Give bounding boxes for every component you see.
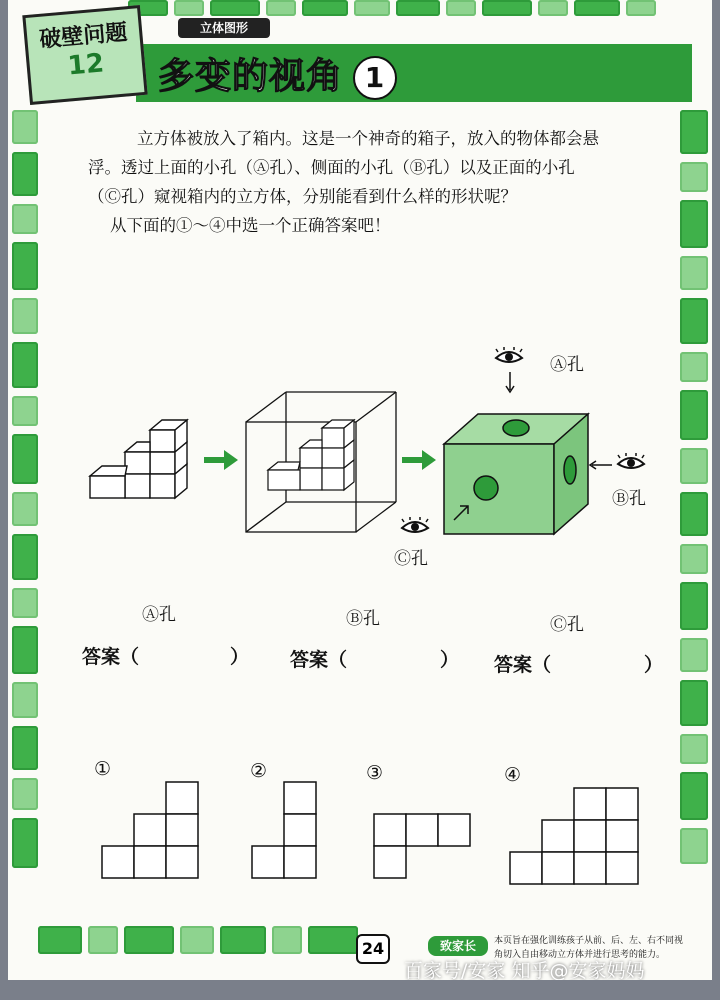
series-number: 12	[66, 48, 106, 82]
arrow-up-right-icon	[452, 502, 472, 522]
parent-note-text: 本页旨在强化训练孩子从前、后、左、右不同视角切入自由移动立方体并进行思考的能力。	[494, 936, 684, 960]
intro-line-4: 从下面的①～④中选一个正确答案吧！	[110, 216, 391, 235]
answer-b-field[interactable]	[290, 645, 347, 672]
option-1-shape	[102, 780, 202, 880]
answer-a-close: ）	[230, 646, 250, 668]
series-label: 破壁问题	[38, 20, 129, 53]
option-4-shape	[510, 786, 640, 886]
answer-c-close: ）	[644, 654, 664, 676]
answer-c-prefix: 答案（	[494, 654, 552, 676]
right-brick-border	[680, 110, 708, 864]
intro-line-3: （Ⓒ孔）窥视箱内的立方体，分别能看到什么样的形状呢？	[88, 187, 517, 206]
box-with-cubes-figure	[242, 388, 398, 538]
option-3-label: ③	[366, 762, 384, 784]
intro-line-2: 浮。透过上面的小孔（Ⓐ孔）、侧面的小孔（Ⓑ孔）以及正面的小孔	[88, 158, 575, 177]
page-title	[158, 48, 397, 100]
series-badge	[22, 5, 147, 105]
answer-b-close: ）	[440, 649, 460, 671]
hole-c-label: Ⓒ孔	[394, 549, 428, 569]
option-1-label: ①	[94, 758, 112, 780]
option-2-label: ②	[250, 760, 268, 782]
option-2-shape	[250, 780, 320, 880]
eye-icon	[494, 348, 524, 364]
page-title-text: 多变的视角	[158, 56, 344, 97]
answer-c-heading: Ⓒ孔	[550, 615, 584, 635]
workbook-page	[8, 0, 712, 980]
answer-a-prefix: 答案（	[82, 646, 140, 668]
intro-line-1: 立方体被放入了箱内。这是一个神奇的箱子，放入的物体都会悬	[137, 129, 599, 148]
eye-icon	[400, 518, 430, 534]
parent-note-tag: 致家长	[428, 936, 488, 956]
left-brick-border	[12, 110, 38, 868]
watermark: 百家号/安家 知乎@安家妈妈	[404, 960, 645, 980]
answer-a-field[interactable]	[82, 642, 139, 669]
top-brick-border	[128, 0, 656, 16]
cube-stack-figure	[80, 400, 200, 510]
answer-a-heading: Ⓐ孔	[142, 605, 176, 625]
bottom-brick-border	[38, 926, 358, 954]
hole-b-label: Ⓑ孔	[612, 489, 646, 509]
answer-c-field[interactable]	[494, 650, 551, 677]
title-number: 1	[353, 56, 397, 100]
arrow-down-icon	[505, 372, 515, 394]
category-tag: 立体图形	[178, 18, 270, 38]
arrow-left-icon	[588, 460, 612, 470]
eye-icon	[616, 454, 646, 470]
arrow-right-icon	[204, 450, 238, 470]
option-3-shape	[372, 812, 472, 882]
answer-b-prefix: 答案（	[290, 649, 348, 671]
arrow-right-icon	[402, 450, 436, 470]
answer-b-heading: Ⓑ孔	[346, 609, 380, 629]
option-4-label: ④	[504, 764, 522, 786]
page-number: 24	[356, 934, 390, 964]
hole-a-label: Ⓐ孔	[550, 355, 584, 375]
